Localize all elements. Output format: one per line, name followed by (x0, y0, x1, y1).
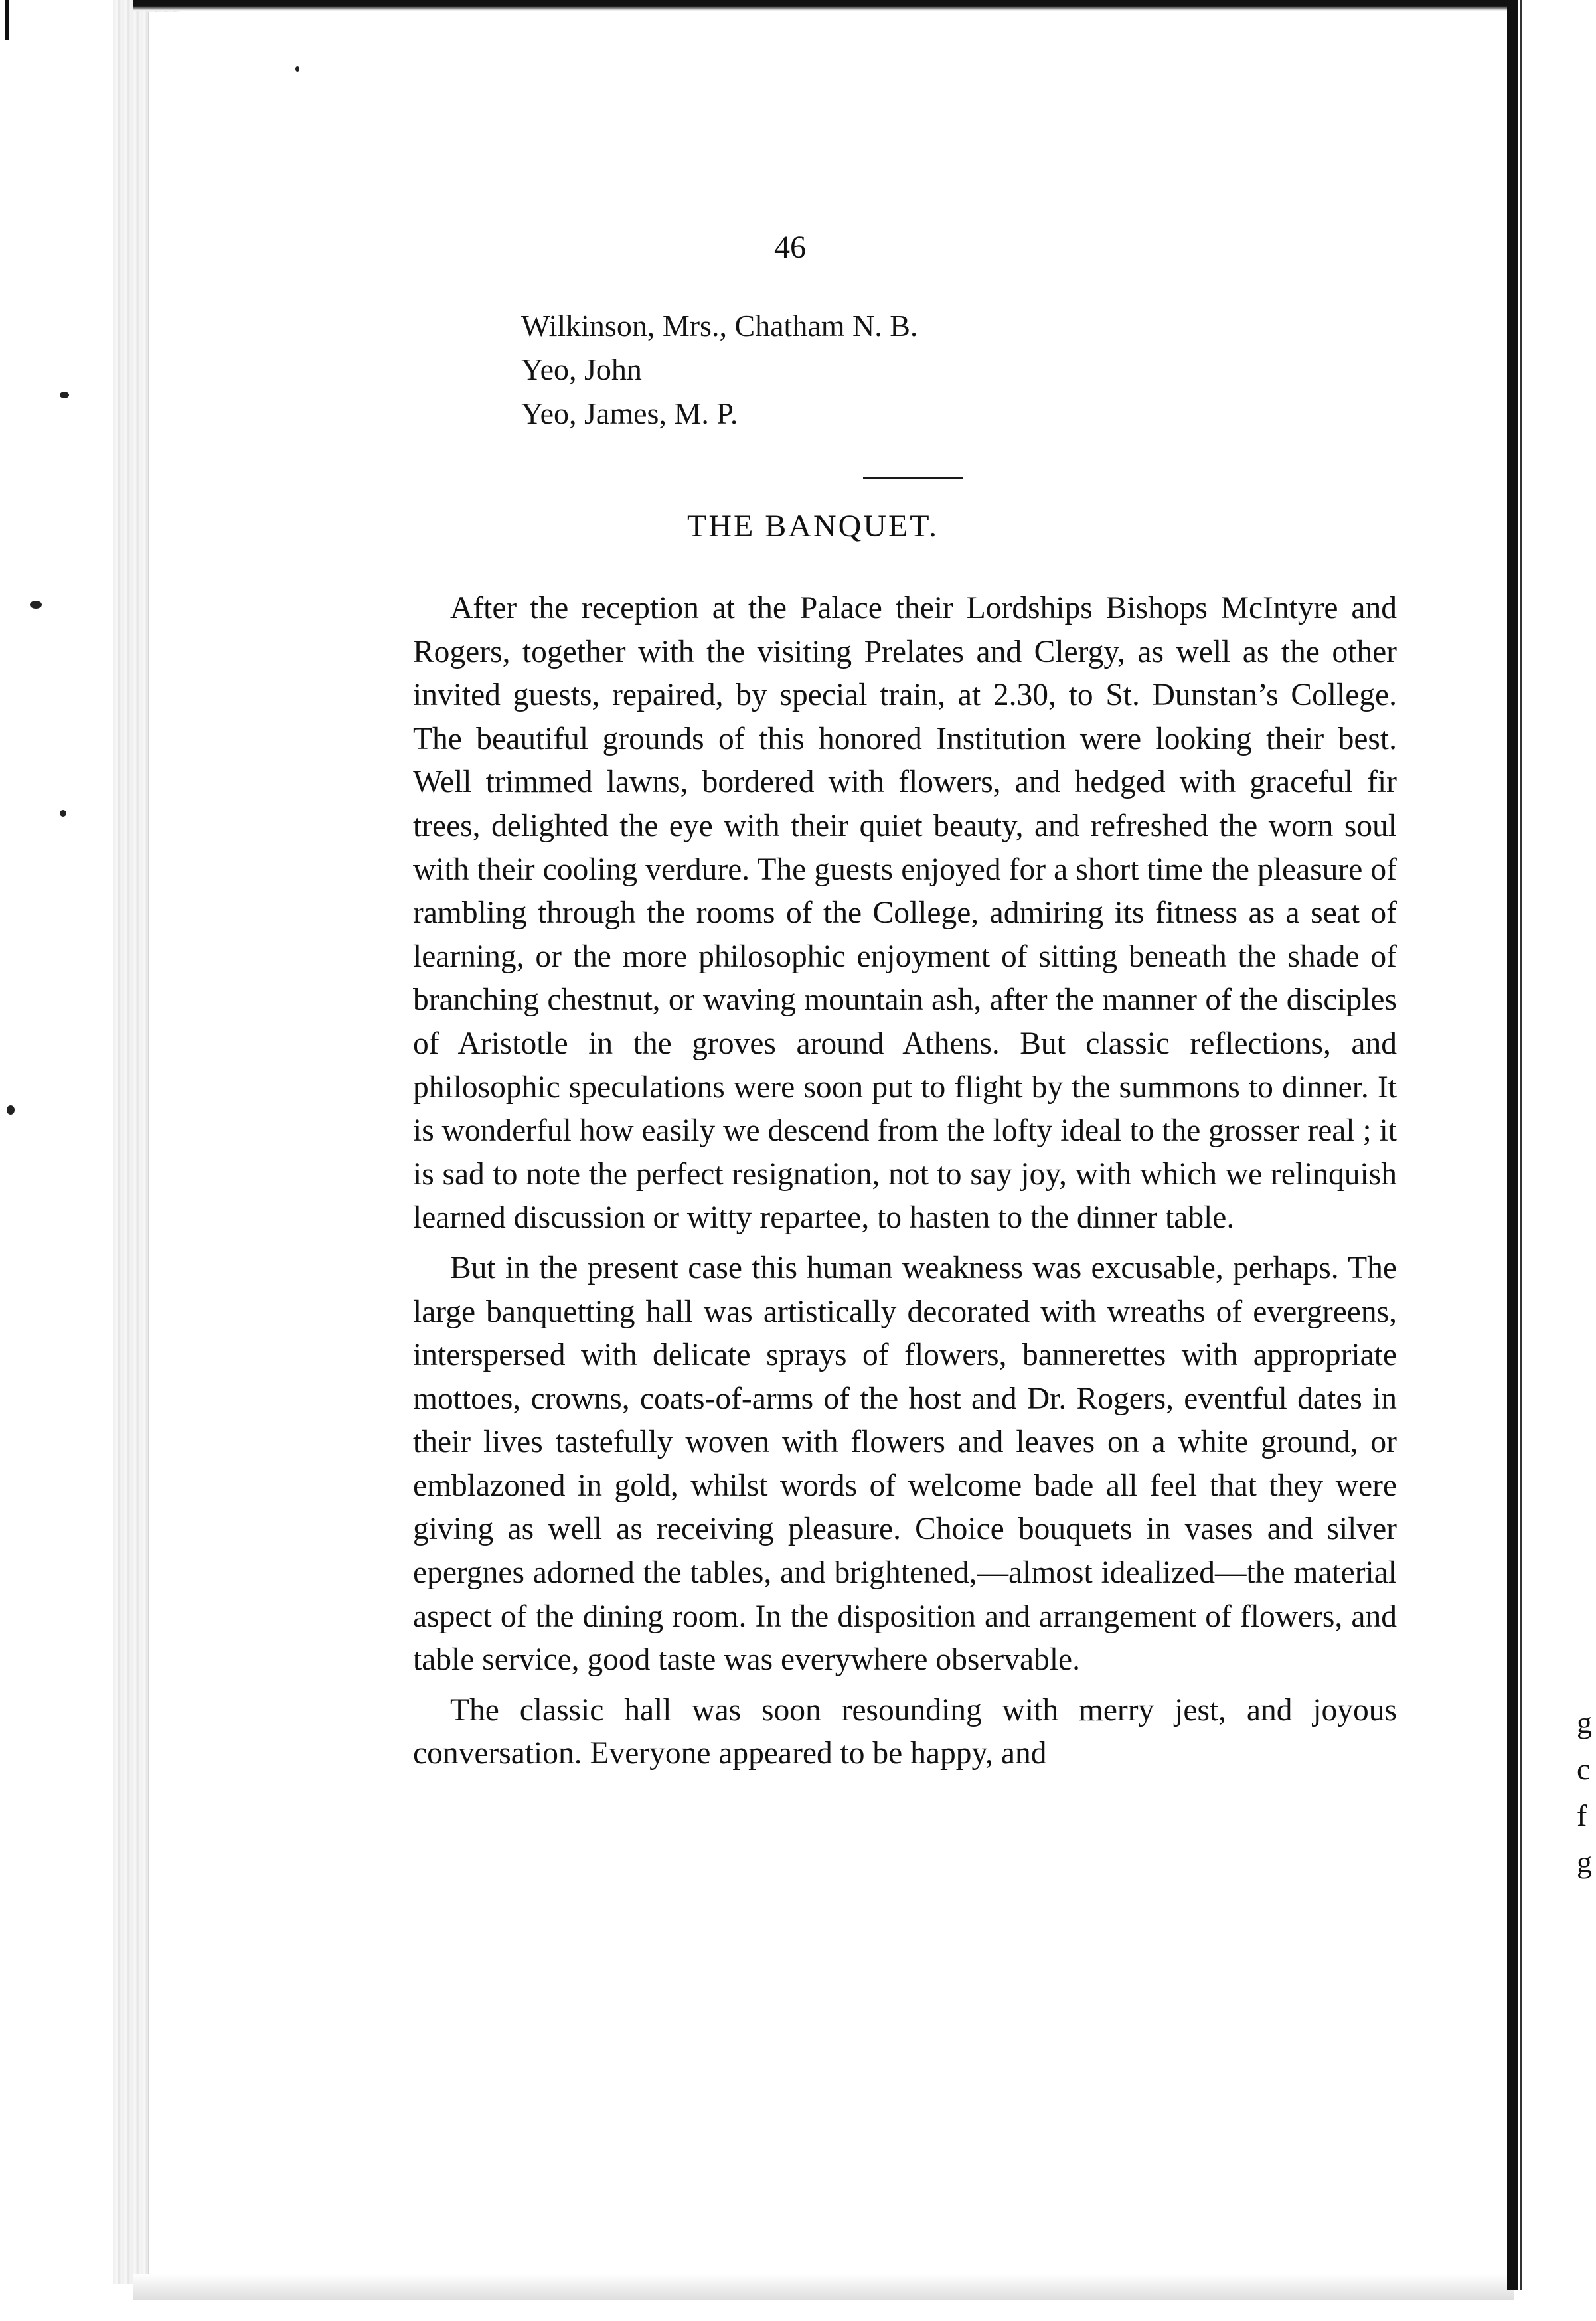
subscriber-list (521, 304, 918, 436)
page-bottom-edge (133, 2274, 1514, 2300)
facing-page-text-fragment: g c f g (1577, 1706, 1592, 1879)
section-divider (863, 477, 963, 479)
section-heading: THE BANQUET. (687, 509, 939, 544)
page-gutter-rule-thin (1520, 0, 1522, 2290)
scan-left-margin (0, 0, 15, 2321)
page-number: 46 (774, 230, 806, 265)
paragraph: After the reception at the Palace their Lordships Bishops McIntyre and Rogers, together with the visiting Prelates and Clergy, as well as the other invited guests, repaired, by special train, at 2.30, to St. Dunstan’s College. The beautiful grounds of this honored Institution were looking their best. Well trimmed lawns, bordered with flowers, and hedged with graceful fir trees, delighted the eye with their quiet beauty, and refreshed the worn soul with their cooling verdure. The guests enjoyed for a short time the pleasure of rambling through the rooms of the College, admiring its fitness as a seat of learning, or the more philosophic enjoyment of sitting beneath the shade of branching chestnut, or waving mountain ash, after the manner of the disciples of Aristotle in the groves around Athens. But classic reflections, and philosophic speculations were soon put to flight by the summons to dinner. It is wonderful how easily we descend from the lofty ideal to the grosser real ; it is sad to note the perfect resignation, not to say joy, with which we relinquish learned discussion or witty repartee, to hasten to the dinner table. (413, 591, 1397, 1236)
paragraph: The classic hall was soon resounding with merry jest, and joyous conversation. Everyone appeared to be happy, and (413, 1692, 1397, 1771)
subscriber-entry: Yeo, James, M. P. (521, 396, 738, 430)
scan-edge-mark (5, 0, 9, 40)
page-top-edge (133, 0, 1514, 11)
article-body (413, 587, 1397, 1783)
paragraph: But in the present case this human weakness was excusable, perhaps. The large banquetting hall was artistically decorated with wreaths of evergreens, interspersed with delicate sprays of flowers, bannerettes with appropriate mottoes, crowns, coats-of-arms of the host and Dr. Rogers, eventful dates in their lives tastefully woven with flowers and leaves on a white ground, or emblazoned in gold, whilst words of welcome bade all feel that they were giving as well as receiving pleasure. Choice bouquets in vases and silver epergnes adorned the tables, and brightened,—almost idealized—the material aspect of the dining room. In the disposition and arrangement of flowers, and table service, good taste was everywhere observable. (413, 1250, 1397, 1678)
subscriber-entry: Wilkinson, Mrs., Chatham N. B. (521, 309, 918, 343)
page-gutter-rule (1507, 0, 1518, 2290)
subscriber-entry: Yeo, John (521, 353, 642, 386)
